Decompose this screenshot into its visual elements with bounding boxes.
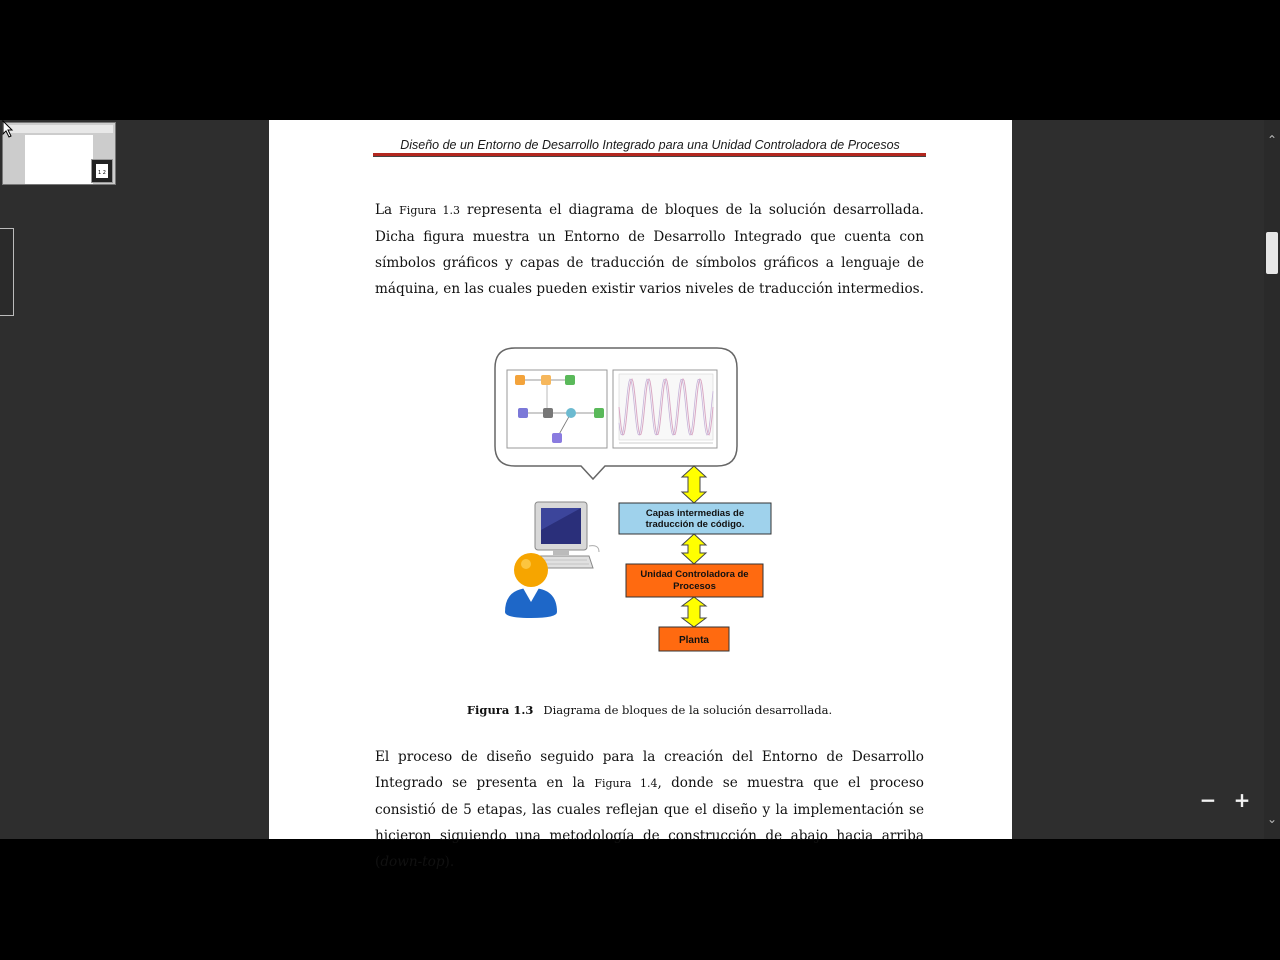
block-node bbox=[565, 375, 575, 385]
plant-box bbox=[659, 627, 729, 651]
paragraph-1-text-b: representa el diagrama de bloques de la solución desarrollada. Dicha figura muestra un Entorno de Desarrollo Integrado que cuenta con símbolos gráficos y capas de traducción de símbolos gráficos a lenguaje de máquina, en las cuales pueden existir varios niveles de traducción intermedios. bbox=[375, 202, 924, 297]
paragraph-2-text-a: El proceso de diseño seguido para la creación del Entorno de Desarrollo Integrado se presenta en la bbox=[375, 749, 924, 791]
document-page bbox=[269, 120, 1012, 870]
side-panel-toggle[interactable] bbox=[0, 228, 14, 316]
scroll-down-icon[interactable]: ⌄ bbox=[1266, 812, 1278, 826]
paragraph-2 bbox=[375, 744, 924, 875]
translation-layers-label: Capas intermedias de traducción de código. bbox=[645, 507, 745, 530]
paragraph-1 bbox=[375, 197, 924, 302]
process-controller-label: Unidad Controladora de Procesos bbox=[640, 568, 749, 592]
thumbnail-toolbar-strip bbox=[5, 125, 113, 133]
figure-reference-1-3: Figura 1.3 bbox=[399, 204, 460, 217]
zoom-out-button[interactable]: − bbox=[1199, 788, 1217, 812]
caption-text: Diagrama de bloques de la solución desarrollada. bbox=[543, 703, 833, 717]
thumbnail-label: 1 2 bbox=[98, 170, 106, 176]
translation-layers-box bbox=[619, 503, 771, 534]
zoom-in-button[interactable]: + bbox=[1233, 788, 1251, 812]
paragraph-2-italic-term: down-top bbox=[380, 854, 445, 870]
thumbnail-page bbox=[25, 135, 93, 184]
double-arrow-2 bbox=[682, 534, 706, 564]
block-node bbox=[566, 408, 576, 418]
block-node bbox=[552, 433, 562, 443]
block-node bbox=[543, 408, 553, 418]
paragraph-1-text-a: La bbox=[375, 202, 400, 218]
vertical-scrollbar[interactable] bbox=[1264, 120, 1280, 839]
paragraph-2-text-b: , donde se muestra que el proceso consistió de 5 etapas, las cuales reflejan que el diseño y la implementación se hicieron siguiendo una metodología de construcción de abajo hacia arriba ( bbox=[375, 775, 924, 870]
block-node bbox=[594, 408, 604, 418]
thumbnail-preview bbox=[91, 159, 113, 183]
block-node bbox=[518, 408, 528, 418]
block-editor-panel bbox=[507, 370, 607, 448]
paragraph-2-text-c: ). bbox=[444, 854, 455, 870]
caption-label: Figura 1.3 bbox=[466, 703, 534, 717]
process-controller-box bbox=[626, 564, 763, 597]
header-rule-dark bbox=[373, 156, 926, 157]
scrollbar-thumb[interactable] bbox=[1266, 232, 1278, 274]
signal-plot-panel bbox=[613, 370, 717, 448]
double-arrow-1 bbox=[682, 466, 706, 503]
scroll-up-icon[interactable]: ⌃ bbox=[1266, 133, 1278, 147]
block-node bbox=[541, 375, 551, 385]
running-header: Diseño de un Entorno de Desarrollo Integrado para una Unidad Controladora de Procesos bbox=[400, 138, 900, 152]
thumbnail-mini-page bbox=[92, 160, 112, 182]
figure-caption bbox=[375, 703, 924, 717]
block-node bbox=[515, 375, 525, 385]
pdf-viewer bbox=[0, 120, 1280, 870]
plant-label: Planta bbox=[678, 635, 710, 646]
page-thumbnail[interactable] bbox=[2, 122, 116, 185]
block-diagram-figure bbox=[495, 348, 805, 668]
double-arrow-3 bbox=[682, 597, 706, 627]
mouse-cursor-icon bbox=[2, 120, 16, 138]
figure-reference-1-4: Figura 1.4 bbox=[594, 777, 658, 790]
